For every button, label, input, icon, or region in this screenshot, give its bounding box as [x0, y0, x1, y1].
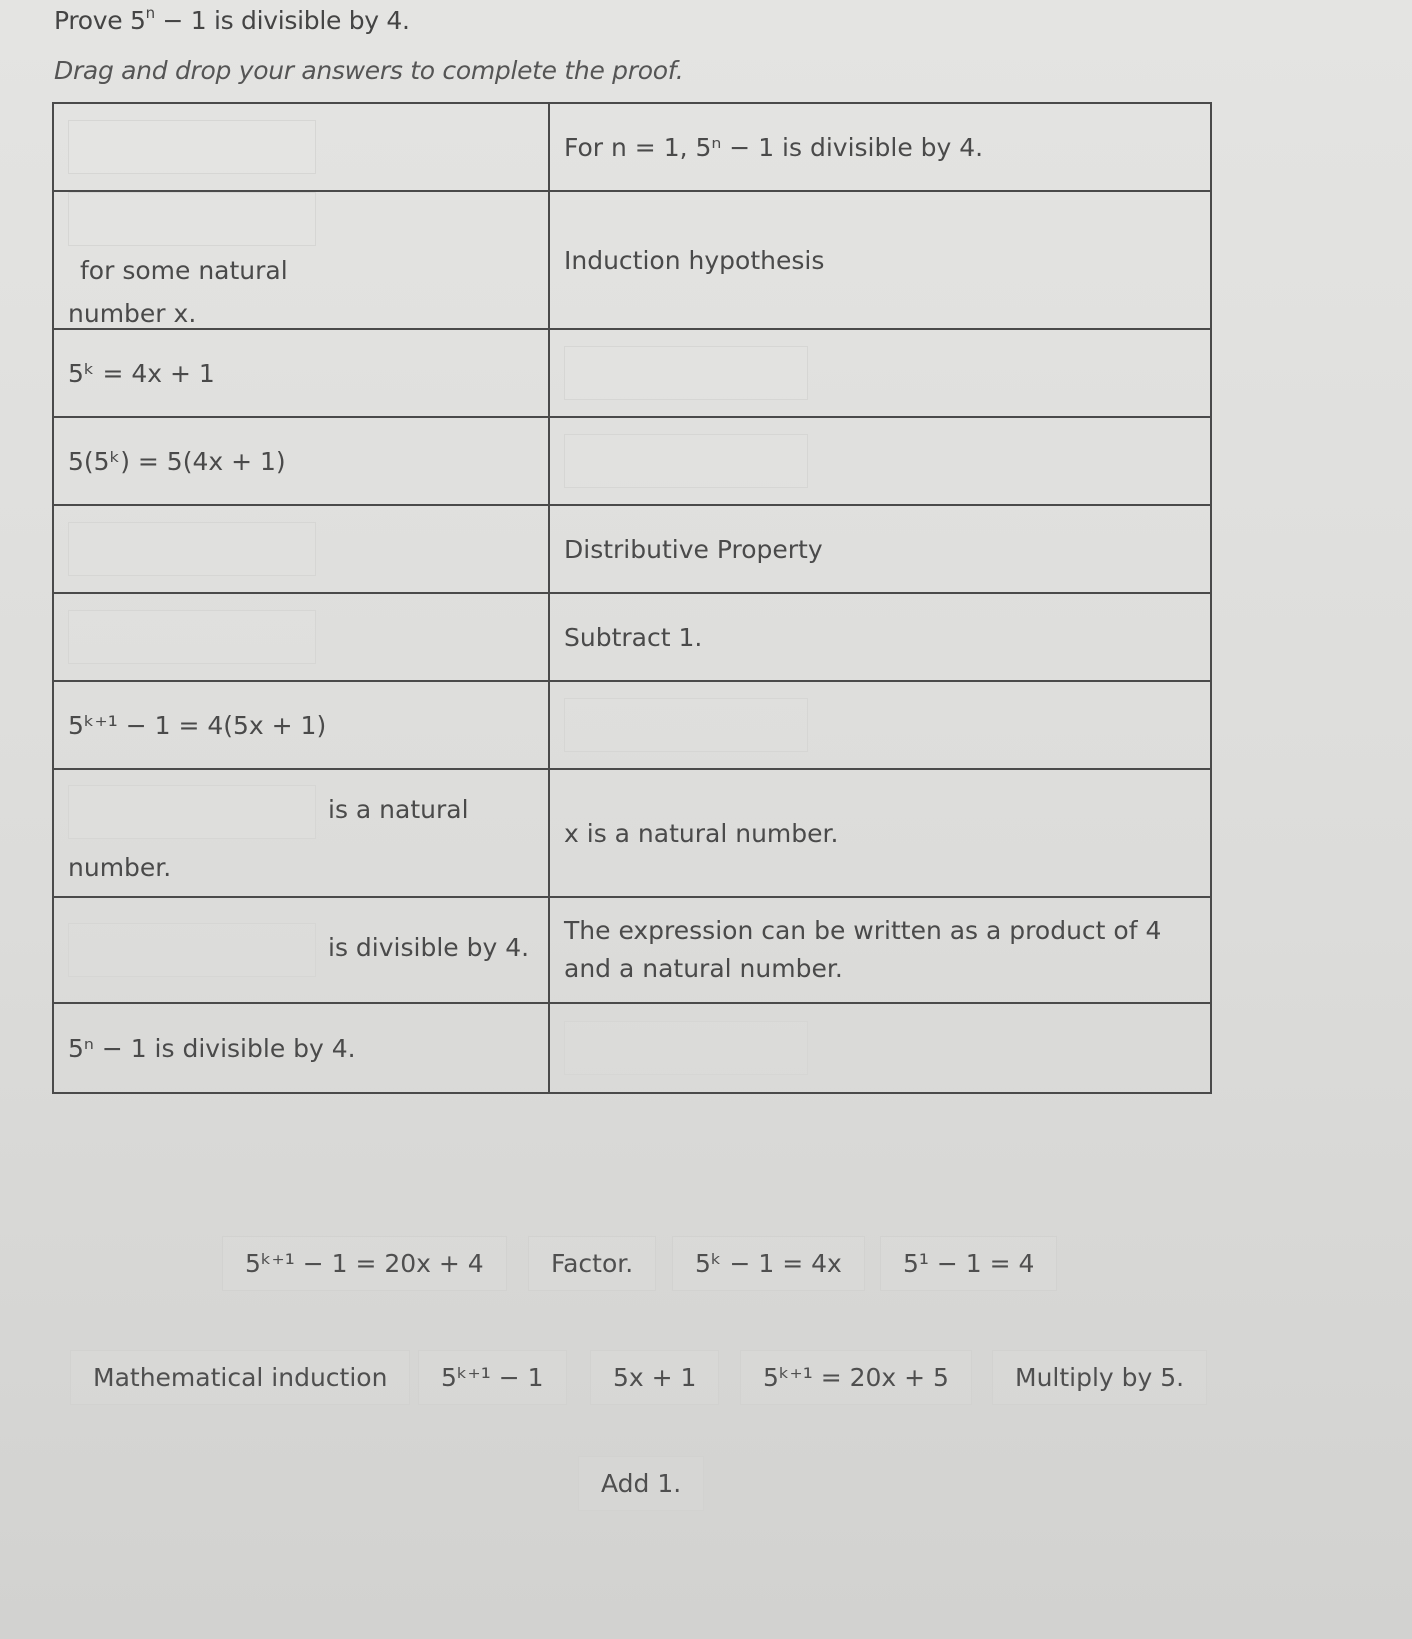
title-suffix: − 1 is divisible by 4.	[154, 6, 410, 35]
statement-cell-7: 5ᵏ⁺¹ − 1 = 4(5x + 1)	[53, 681, 549, 769]
answer-tile-10[interactable]: Add 1.	[578, 1456, 704, 1511]
title-prefix: Prove 5	[54, 6, 146, 35]
statement-9-suffix: is divisible by 4.	[328, 933, 530, 962]
reason-cell-7	[549, 681, 1211, 769]
answer-tile-7[interactable]: 5x + 1	[590, 1350, 719, 1405]
proof-row-8	[53, 769, 1211, 897]
reason-cell-10	[549, 1003, 1211, 1093]
answer-tile-8[interactable]: 5ᵏ⁺¹ = 20x + 5	[740, 1350, 972, 1405]
reason-cell-9: The expression can be written as a product of 4 and a natural number.	[549, 897, 1211, 1003]
answer-tile-9[interactable]: Multiply by 5.	[992, 1350, 1207, 1405]
statement-8-continuation: number.	[68, 852, 172, 882]
proof-row-10	[53, 1003, 1211, 1093]
answer-tile-1[interactable]: 5ᵏ⁺¹ − 1 = 20x + 4	[222, 1236, 507, 1291]
statement-cell-1	[53, 103, 549, 191]
proof-row-1	[53, 103, 1211, 191]
statement-8-suffix: is a natural	[328, 794, 469, 824]
reason-cell-8: x is a natural number.	[549, 769, 1211, 897]
drop-zone-statement-9[interactable]	[68, 923, 316, 977]
statement-cell-9	[53, 897, 549, 1003]
statement-cell-10: 5ⁿ − 1 is divisible by 4.	[53, 1003, 549, 1093]
statement-cell-8	[53, 769, 549, 897]
reason-cell-6: Subtract 1.	[549, 593, 1211, 681]
reason-cell-3	[549, 329, 1211, 417]
proof-table	[52, 102, 1212, 1094]
proof-row-3	[53, 329, 1211, 417]
proof-row-7	[53, 681, 1211, 769]
answer-tile-2[interactable]: Factor.	[528, 1236, 656, 1291]
drop-zone-statement-6[interactable]	[68, 610, 316, 664]
statement-cell-3: 5ᵏ = 4x + 1	[53, 329, 549, 417]
statement-2-continuation: number x.	[68, 299, 197, 328]
reason-cell-4	[549, 417, 1211, 505]
proof-row-4	[53, 417, 1211, 505]
proof-row-5	[53, 505, 1211, 593]
statement-cell-6	[53, 593, 549, 681]
statement-cell-2	[53, 191, 549, 329]
reason-cell-1: For n = 1, 5ⁿ − 1 is divisible by 4.	[549, 103, 1211, 191]
drop-zone-reason-4[interactable]	[564, 434, 808, 488]
drop-zone-reason-7[interactable]	[564, 698, 808, 752]
proof-row-6	[53, 593, 1211, 681]
answer-tile-3[interactable]: 5ᵏ − 1 = 4x	[672, 1236, 865, 1291]
answer-tile-6[interactable]: 5ᵏ⁺¹ − 1	[418, 1350, 567, 1405]
proof-row-9	[53, 897, 1211, 1003]
drop-zone-statement-5[interactable]	[68, 522, 316, 576]
statement-cell-5	[53, 505, 549, 593]
drop-zone-statement-8[interactable]	[68, 785, 316, 839]
drop-zone-statement-1[interactable]	[68, 120, 316, 174]
drop-zone-reason-3[interactable]	[564, 346, 808, 400]
drop-zone-statement-2[interactable]	[68, 192, 316, 246]
answer-tile-5[interactable]: Mathematical induction	[70, 1350, 410, 1405]
reason-cell-2: Induction hypothesis	[549, 191, 1211, 329]
title-exponent: n	[145, 3, 155, 22]
answer-tile-4[interactable]: 5¹ − 1 = 4	[880, 1236, 1057, 1291]
reason-cell-5: Distributive Property	[549, 505, 1211, 593]
proof-row-2	[53, 191, 1211, 329]
question-title	[54, 3, 410, 35]
statement-2-suffix: for some natural	[80, 256, 288, 285]
instruction-text: Drag and drop your answers to complete the proof.	[54, 56, 684, 85]
statement-cell-4: 5(5ᵏ) = 5(4x + 1)	[53, 417, 549, 505]
drop-zone-reason-10[interactable]	[564, 1021, 808, 1075]
